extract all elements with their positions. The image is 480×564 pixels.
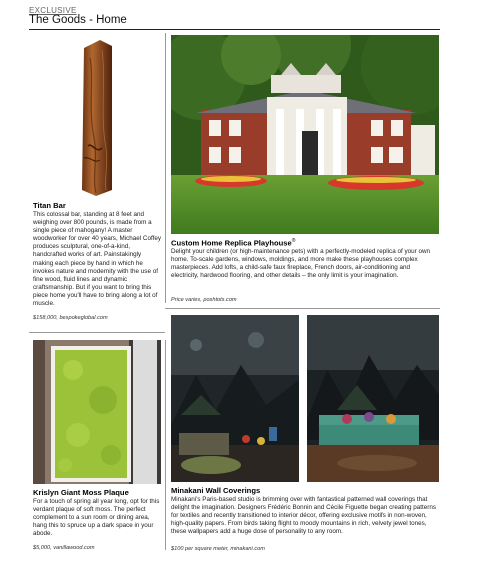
titan-bar-title: Titan Bar [33, 201, 66, 210]
header-rule [29, 29, 440, 30]
row-divider-left [29, 332, 165, 333]
playhouse-credit: Price varies, poshtots.com [171, 297, 237, 303]
column-divider-top [165, 33, 166, 303]
minakani-image-2 [307, 315, 439, 482]
playhouse-title-text: Custom Home Replica Playhouse [171, 238, 292, 248]
moss-plaque-image [33, 340, 161, 484]
minakani-image-1 [171, 315, 299, 482]
minakani-credit: $100 per square meter, minakani.com [171, 546, 265, 552]
moss-plaque-description: For a touch of spring all year long, opt for this verdant plaque of soft moss. The perfect complement to a sun room or dining area, hang this to spruce up a dark space in your abode. [33, 498, 160, 538]
playhouse-description: Delight your children (or high-maintenance pets) with a perfectly-modeled replica of your own home. To-scale gardens, windows, moldings, and more make these playhouses complex masterpieces. Add lofts, a child-safe faux fireplace, French doors, air-conditioning and electricity, hardwood flooring, and other details – the only limit is your imagination. [171, 248, 430, 280]
minakani-description: Minakani's Paris-based studio is brimming over with fantastical patterned wall coverings that delight the imagination. Designers Frédéric Bonnin and Cécile Figuette began creating patterns for textiles and recently transitioned to interior décor, offering exclusive motifs in non-woven, high-quality papers. From birds taking flight to moody mountains in rich, velvety jewel tones, these wallpapers add a huge dose of personality to any room. [171, 496, 436, 536]
minakani-title: Minakani Wall Coverings [171, 486, 261, 495]
titan-bar-image [72, 38, 122, 198]
moss-plaque-title: Krislyn Giant Moss Plaque [33, 488, 129, 497]
playhouse-image [171, 35, 439, 234]
moss-plaque-credit: $5,000, vanillawood.com [33, 545, 95, 551]
registered-mark: ® [291, 238, 296, 244]
page-title: The Goods - Home [29, 14, 127, 26]
row-divider-right [165, 308, 440, 309]
titan-bar-credit: $158,000, bespokeglobal.com [33, 315, 108, 321]
column-divider-bottom [165, 340, 166, 550]
section-kicker: EXCLUSIVE [29, 6, 77, 15]
playhouse-title [171, 238, 295, 248]
titan-bar-description: This colossal bar, standing at 8 feet and weighing over 800 pounds, is made from a single piece of mahogany! A master woodworker for over 40 years, Michael Coffey produces sculptural, one-of-a-kind, handcrafted works of art. Painstakingly making each piece by hand in which he invokes nature and modernity with the use of fine wood, fluid lines and dynamic craftsmanship. But if you want to bring this piece home you'll have to bring along a lot of muscle. [33, 211, 161, 308]
